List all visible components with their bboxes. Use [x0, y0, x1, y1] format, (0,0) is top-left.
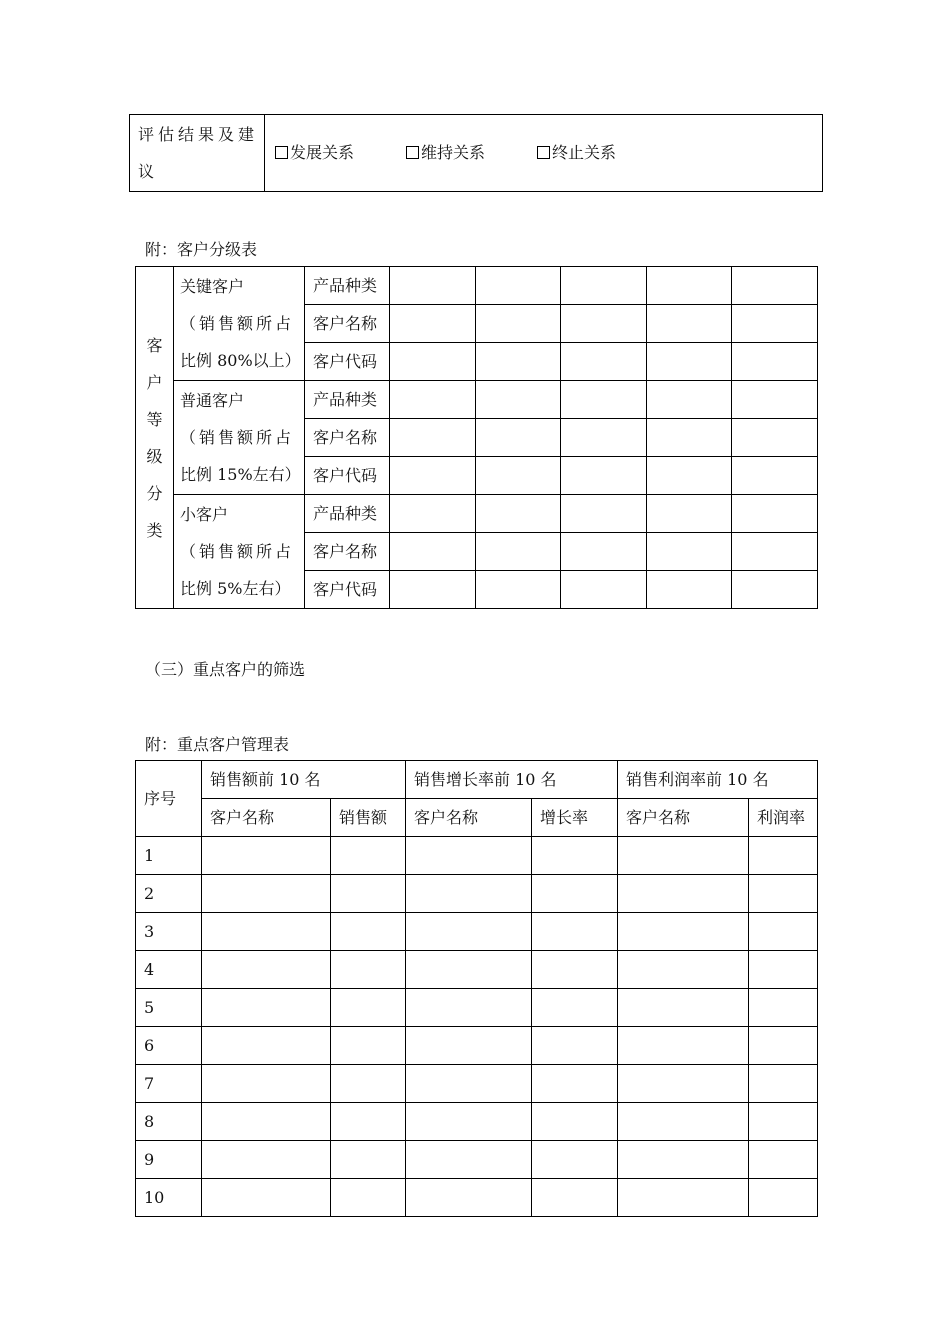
- grade-level-desc2: 比例 15%左右）: [180, 465, 301, 484]
- grade-table-caption: 附：客户分级表: [145, 240, 258, 259]
- key-empty-cell[interactable]: [331, 951, 406, 989]
- grade-level-desc1: （销售额所占: [180, 314, 295, 333]
- key-empty-cell[interactable]: [202, 1141, 331, 1179]
- key-empty-cell[interactable]: [331, 913, 406, 951]
- grade-empty-cell[interactable]: [561, 419, 647, 457]
- key-empty-cell[interactable]: [749, 913, 818, 951]
- seq-header: 序号: [136, 761, 202, 837]
- grade-empty-cell[interactable]: [647, 381, 732, 419]
- key-empty-cell[interactable]: [532, 1103, 618, 1141]
- key-empty-cell[interactable]: [532, 989, 618, 1027]
- grade-row: [136, 381, 818, 419]
- key-empty-cell[interactable]: [331, 1065, 406, 1103]
- key-empty-cell[interactable]: [532, 1065, 618, 1103]
- key-empty-cell[interactable]: [331, 1027, 406, 1065]
- row-number: 3: [136, 913, 202, 951]
- grade-empty-cell[interactable]: [390, 381, 476, 419]
- sub-header: 客户名称: [406, 799, 532, 837]
- grade-empty-cell[interactable]: [647, 457, 732, 495]
- table-row: [136, 875, 818, 913]
- key-empty-cell[interactable]: [406, 837, 532, 875]
- grade-side-char: 户: [146, 372, 163, 392]
- key-empty-cell[interactable]: [618, 1065, 749, 1103]
- grade-row-label: 客户代码: [305, 457, 390, 495]
- group-header: 销售额前 10 名: [202, 761, 406, 799]
- grade-empty-cell[interactable]: [732, 571, 818, 609]
- grade-empty-cell[interactable]: [732, 343, 818, 381]
- row-number: 10: [136, 1179, 202, 1217]
- table-row: [136, 989, 818, 1027]
- grade-empty-cell[interactable]: [476, 267, 561, 305]
- grade-level-desc2: 比例 5%左右）: [180, 579, 291, 598]
- key-empty-cell[interactable]: [331, 1141, 406, 1179]
- checkbox-icon: [537, 146, 550, 159]
- grade-level-desc1: （销售额所占: [180, 542, 295, 561]
- key-empty-cell[interactable]: [202, 1179, 331, 1217]
- table-row: [136, 1027, 818, 1065]
- row-number: 7: [136, 1065, 202, 1103]
- key-empty-cell[interactable]: [331, 1103, 406, 1141]
- key-empty-cell[interactable]: [532, 875, 618, 913]
- grade-empty-cell[interactable]: [561, 305, 647, 343]
- grade-side-char: 分: [146, 483, 163, 503]
- key-empty-cell[interactable]: [618, 913, 749, 951]
- grade-level-desc1: （销售额所占: [180, 428, 295, 447]
- grade-empty-cell[interactable]: [647, 495, 732, 533]
- key-empty-cell[interactable]: [202, 875, 331, 913]
- grade-empty-cell[interactable]: [476, 343, 561, 381]
- key-empty-cell[interactable]: [406, 913, 532, 951]
- sub-header: 利润率: [749, 799, 818, 837]
- grade-empty-cell[interactable]: [476, 495, 561, 533]
- option-develop[interactable]: 发展关系: [275, 143, 354, 163]
- grade-side-label: [136, 267, 174, 609]
- sub-header: 客户名称: [202, 799, 331, 837]
- evaluation-options: [265, 115, 823, 192]
- grade-row: [136, 267, 818, 305]
- key-empty-cell[interactable]: [618, 951, 749, 989]
- key-empty-cell[interactable]: [202, 951, 331, 989]
- grade-empty-cell[interactable]: [390, 343, 476, 381]
- grade-row-label: 客户代码: [305, 571, 390, 609]
- table-row: [136, 1141, 818, 1179]
- grade-row-label: 产品种类: [305, 267, 390, 305]
- section-heading: （三）重点客户的筛选: [145, 660, 306, 679]
- grade-empty-cell[interactable]: [390, 419, 476, 457]
- key-empty-cell[interactable]: [618, 989, 749, 1027]
- key-subheader-row: [136, 799, 818, 837]
- key-customer-table: [135, 760, 818, 1217]
- grade-row: [136, 495, 818, 533]
- grade-empty-cell[interactable]: [390, 457, 476, 495]
- key-empty-cell[interactable]: [406, 1027, 532, 1065]
- grade-empty-cell[interactable]: [647, 571, 732, 609]
- row-number: 6: [136, 1027, 202, 1065]
- checkbox-icon: [275, 146, 288, 159]
- key-empty-cell[interactable]: [406, 875, 532, 913]
- key-empty-cell[interactable]: [331, 837, 406, 875]
- key-empty-cell[interactable]: [532, 951, 618, 989]
- key-empty-cell[interactable]: [618, 837, 749, 875]
- grade-empty-cell[interactable]: [390, 571, 476, 609]
- grade-empty-cell[interactable]: [390, 305, 476, 343]
- grade-side-char: 类: [146, 520, 163, 540]
- key-empty-cell[interactable]: [532, 837, 618, 875]
- key-empty-cell[interactable]: [749, 1103, 818, 1141]
- key-empty-cell[interactable]: [618, 1103, 749, 1141]
- grade-empty-cell[interactable]: [732, 495, 818, 533]
- grade-empty-cell[interactable]: [647, 533, 732, 571]
- key-empty-cell[interactable]: [331, 1179, 406, 1217]
- option-maintain[interactable]: 维持关系: [406, 143, 485, 163]
- group-header: 销售利润率前 10 名: [618, 761, 818, 799]
- key-empty-cell[interactable]: [618, 1027, 749, 1065]
- grade-empty-cell[interactable]: [476, 305, 561, 343]
- grade-row-label: 产品种类: [305, 381, 390, 419]
- grade-empty-cell[interactable]: [732, 419, 818, 457]
- grade-row-label: 客户代码: [305, 343, 390, 381]
- grade-empty-cell[interactable]: [561, 343, 647, 381]
- grade-side-char: 级: [146, 446, 163, 466]
- grade-level-cell: [174, 381, 305, 495]
- grade-empty-cell[interactable]: [390, 267, 476, 305]
- row-number: 1: [136, 837, 202, 875]
- key-empty-cell[interactable]: [406, 1065, 532, 1103]
- row-number: 4: [136, 951, 202, 989]
- grade-empty-cell[interactable]: [561, 495, 647, 533]
- key-empty-cell[interactable]: [749, 875, 818, 913]
- table-row: [136, 951, 818, 989]
- key-empty-cell[interactable]: [202, 989, 331, 1027]
- grade-empty-cell[interactable]: [647, 419, 732, 457]
- key-empty-cell[interactable]: [331, 989, 406, 1027]
- evaluation-table: [129, 114, 823, 192]
- row-number: 2: [136, 875, 202, 913]
- key-empty-cell[interactable]: [331, 875, 406, 913]
- key-empty-cell[interactable]: [202, 837, 331, 875]
- key-header-row: [136, 761, 818, 799]
- grade-empty-cell[interactable]: [476, 533, 561, 571]
- grade-level-name: 普通客户: [180, 391, 245, 410]
- key-empty-cell[interactable]: [406, 1141, 532, 1179]
- table-row: [136, 837, 818, 875]
- group-header: 销售增长率前 10 名: [406, 761, 618, 799]
- grade-side-char: 客: [146, 335, 163, 355]
- grade-level-cell: [174, 495, 305, 609]
- checkbox-icon: [406, 146, 419, 159]
- key-empty-cell[interactable]: [532, 1141, 618, 1179]
- grade-empty-cell[interactable]: [561, 381, 647, 419]
- grade-empty-cell[interactable]: [390, 533, 476, 571]
- sub-header: 销售额: [331, 799, 406, 837]
- row-number: 5: [136, 989, 202, 1027]
- key-empty-cell[interactable]: [532, 1027, 618, 1065]
- grade-empty-cell[interactable]: [561, 267, 647, 305]
- grade-empty-cell[interactable]: [476, 571, 561, 609]
- option-terminate[interactable]: 终止关系: [537, 143, 616, 163]
- key-empty-cell[interactable]: [749, 989, 818, 1027]
- table-row: [136, 913, 818, 951]
- grade-empty-cell[interactable]: [732, 267, 818, 305]
- key-empty-cell[interactable]: [532, 1179, 618, 1217]
- sub-header: 增长率: [532, 799, 618, 837]
- key-empty-cell[interactable]: [406, 989, 532, 1027]
- grade-level-desc2: 比例 80%以上）: [180, 351, 301, 370]
- grade-level-name: 关键客户: [180, 277, 245, 296]
- grade-empty-cell[interactable]: [732, 305, 818, 343]
- grade-row-label: 客户名称: [305, 419, 390, 457]
- grade-empty-cell[interactable]: [732, 381, 818, 419]
- key-empty-cell[interactable]: [749, 951, 818, 989]
- grade-empty-cell[interactable]: [390, 495, 476, 533]
- grade-empty-cell[interactable]: [732, 533, 818, 571]
- grade-row-label: 客户名称: [305, 533, 390, 571]
- grade-empty-cell[interactable]: [476, 381, 561, 419]
- key-empty-cell[interactable]: [406, 951, 532, 989]
- key-empty-cell[interactable]: [406, 1103, 532, 1141]
- table-row: [136, 1103, 818, 1141]
- evaluation-label: 评估结果及建议: [130, 115, 265, 192]
- grade-empty-cell[interactable]: [476, 457, 561, 495]
- key-empty-cell[interactable]: [202, 1103, 331, 1141]
- key-empty-cell[interactable]: [406, 1179, 532, 1217]
- grade-level-cell: [174, 267, 305, 381]
- key-table-caption: 附：重点客户管理表: [145, 735, 290, 754]
- row-number: 9: [136, 1141, 202, 1179]
- key-empty-cell[interactable]: [202, 1027, 331, 1065]
- grade-row-label: 产品种类: [305, 495, 390, 533]
- grade-empty-cell[interactable]: [561, 457, 647, 495]
- grade-empty-cell[interactable]: [647, 267, 732, 305]
- grade-side-char: 等: [146, 409, 163, 429]
- grade-empty-cell[interactable]: [732, 457, 818, 495]
- grade-row-label: 客户名称: [305, 305, 390, 343]
- grade-empty-cell[interactable]: [561, 533, 647, 571]
- grade-empty-cell[interactable]: [561, 571, 647, 609]
- key-empty-cell[interactable]: [618, 875, 749, 913]
- grade-level-name: 小客户: [180, 505, 229, 524]
- key-empty-cell[interactable]: [618, 1141, 749, 1179]
- sub-header: 客户名称: [618, 799, 749, 837]
- table-row: [136, 1065, 818, 1103]
- key-empty-cell[interactable]: [749, 1065, 818, 1103]
- grade-empty-cell[interactable]: [647, 305, 732, 343]
- key-empty-cell[interactable]: [202, 1065, 331, 1103]
- grade-empty-cell[interactable]: [647, 343, 732, 381]
- key-empty-cell[interactable]: [532, 913, 618, 951]
- key-empty-cell[interactable]: [749, 1179, 818, 1217]
- table-row: [136, 1179, 818, 1217]
- key-empty-cell[interactable]: [749, 1027, 818, 1065]
- key-empty-cell[interactable]: [202, 913, 331, 951]
- grade-table: [135, 266, 818, 609]
- key-empty-cell[interactable]: [749, 1141, 818, 1179]
- grade-empty-cell[interactable]: [476, 419, 561, 457]
- row-number: 8: [136, 1103, 202, 1141]
- key-empty-cell[interactable]: [618, 1179, 749, 1217]
- key-empty-cell[interactable]: [749, 837, 818, 875]
